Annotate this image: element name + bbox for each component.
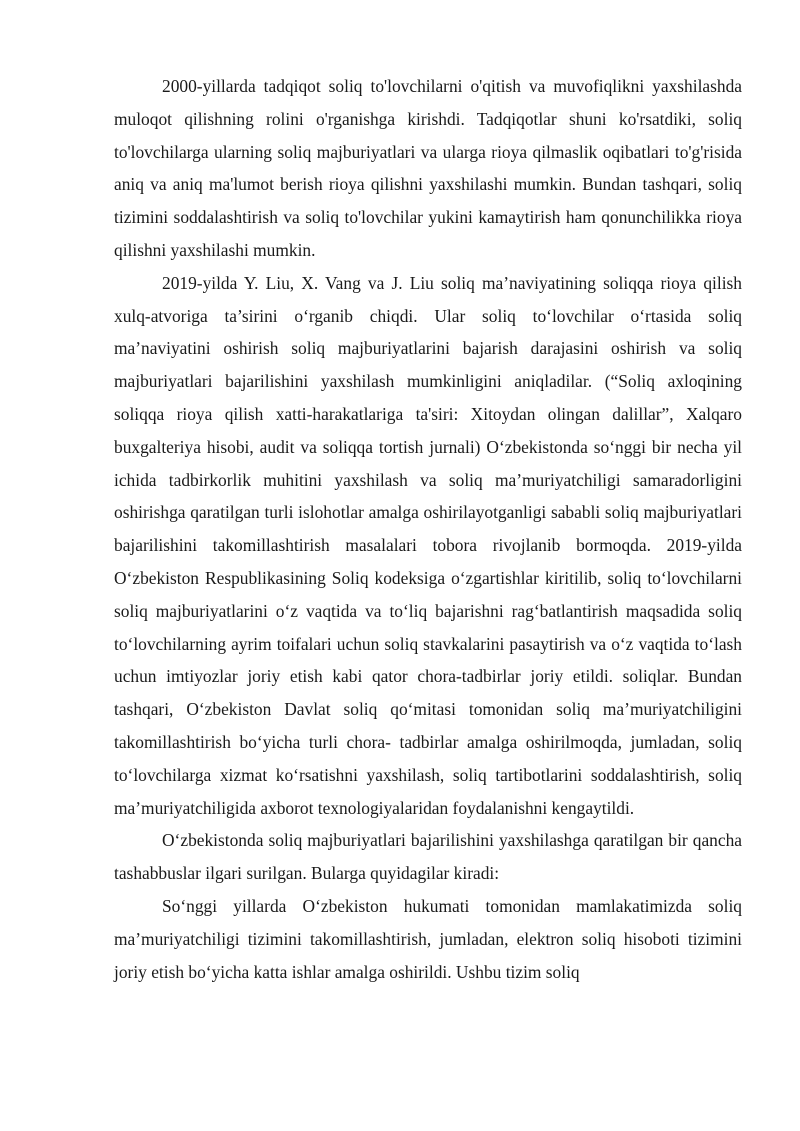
paragraph-2019-tax-morale: 2019-yilda Y. Liu, X. Vang va J. Liu soliq ma’naviyatining soliqqa rioya qilish xulq-atvoriga ta’sirini o‘rganib chiqdi. Ular soliq to‘lovchilar o‘rtasida soliq ma’naviyatini oshirish soliq majburiyatlarini bajarish darajasini oshirish va soliq majburiyatlari bajarilishini yaxshilash mumkinligini aniqladilar. (“Soliq axloqining soliqqa rioya qilish xatti-harakatlariga ta'siri: Xitoydan olingan dalillar”, Xalqaro buxgalteriya hisobi, audit va soliqqa tortish jurnali) O‘zbekistonda so‘nggi bir necha yil ichida tadbirkorlik muhitini yaxshilash va soliq ma’muriyatchiligi samaradorligini oshirishga qaratilgan turli islohotlar amalga oshirilayotganligi sababli soliq majburiyatlari bajarilishini takomillashtirish masalalari tobora rivojlanib bormoqda. 2019-yilda O‘zbekiston Respublikasining Soliq kodeksiga o‘zgartishlar kiritilib, soliq to‘lovchilarni soliq majburiyatlarini o‘z vaqtida va to‘liq bajarishni rag‘batlantirish maqsadida soliq to‘lovchilarning ayrim toifalari uchun soliq stavkalarini pasaytirish va o‘z vaqtida to‘lash uchun imtiyozlar joriy etish kabi qator chora-tadbirlar joriy etildi. soliqlar. Bundan tashqari, O‘zbekiston Davlat soliq qo‘mitasi tomonidan soliq ma’muriyatchiligini takomillashtirish bo‘yicha turli chora- tadbirlar amalga oshirilmoqda, jumladan, soliq to‘lovchilarga xizmat ko‘rsatishni yaxshilash, soliq tartibotlarini soddalashtirish, soliq ma’muriyatchiligida axborot texnologiyalaridan foydalanishni kengaytildi. <box>114 272 742 818</box>
paragraph-2000s-research: 2000-yillarda tadqiqot soliq to'lovchilarni o'qitish va muvofiqlikni yaxshilashda muloqot qilishning rolini o'rganishga kirishdi. Tadqiqotlar shuni ko'rsatdiki, soliq to'lovchilarga ularning soliq majburiyatlari va ularga rioya qilmaslik oqibatlari to'g'risida aniq va aniq ma'lumot berish rioya qilishni yaxshilashi mumkin. Bundan tashqari, soliq tizimini soddalashtirish va soliq to'lovchilar yukini kamaytirish ham qonunchilikka rioya qilishni yaxshilashi mumkin. <box>114 76 742 260</box>
paragraph-electronic-reporting: So‘nggi yillarda O‘zbekiston hukumati tomonidan mamlakatimizda soliq ma’muriyatchiligi tizimini takomillashtirish, jumladan, elektron soliq hisoboti tizimini joriy etish bo‘yicha katta ishlar amalga oshirildi. Ushbu tizim soliq <box>114 895 742 982</box>
document-page <box>114 70 742 988</box>
paragraph-uzbekistan-initiatives: O‘zbekistonda soliq majburiyatlari bajarilishini yaxshilashga qaratilgan bir qancha tashabbuslar ilgari surilgan. Bularga quyidagilar kiradi: <box>114 830 742 884</box>
